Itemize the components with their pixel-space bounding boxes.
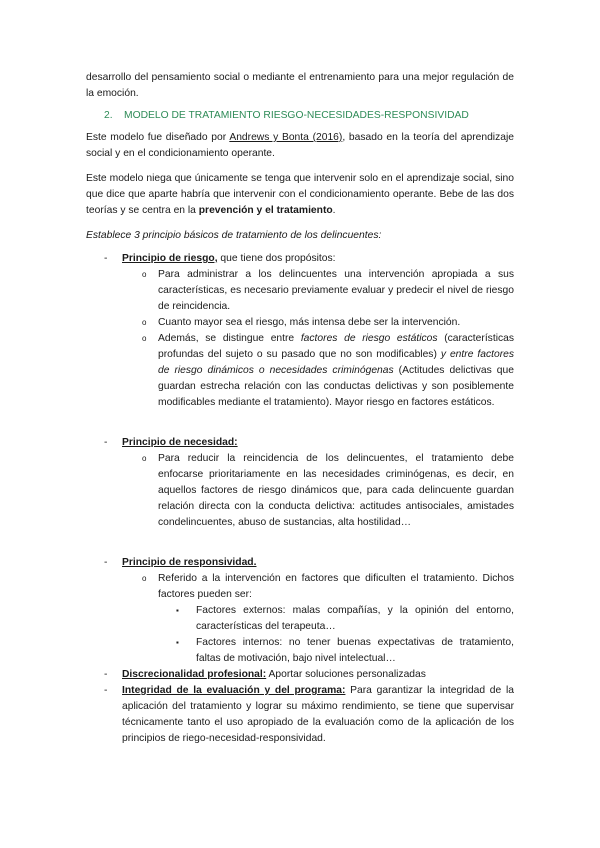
principle-discrecionalidad-title: Discrecionalidad profesional: [122, 669, 267, 680]
bullet-marker: o [142, 318, 147, 327]
list-item-text: Además, se distingue entre [158, 333, 301, 344]
square-marker: ▪ [176, 606, 179, 615]
list-item-italic: y entre factores de riesgo dinámicos o necesidades criminógenas [158, 349, 514, 376]
principle-integridad-after: Para garantizar la integridad de la aplicación del tratamiento y lograr su máximo rendimiento, se tiene que supervisar técnicamente tanto el uso apropiado de la evaluación como de la aplicación de los principios de riego-necesidad-responsividad. [122, 685, 514, 744]
principle-riesgo-title: Principio de riesgo, [122, 253, 218, 264]
list-item-text: (características profundas del sujeto o su pasado que no son modificables) [158, 333, 515, 360]
list-item [122, 315, 514, 331]
list-item-text: Referido a la intervención en factores que dificulten el tratamiento. Dichos factores pueden ser: [158, 573, 514, 600]
list-item [122, 267, 514, 315]
section-title: MODELO DE TRATAMIENTO RIESGO-NECESIDADES-RESPONSIVIDAD [124, 110, 469, 121]
section-number: 2. [104, 110, 113, 121]
paragraph-model-bold: prevención y el tratamiento [198, 205, 333, 216]
bullet-marker: o [142, 454, 147, 463]
paragraph-authors-after: , basado en la teoría del aprendizaje social y en el condicionamiento operante. [86, 132, 514, 159]
bullet-marker: o [142, 270, 147, 279]
list-item-text: Para reducir la reincidencia de los delincuentes, el tratamiento debe enfocarse prioritariamente en las necesidades criminógenas, es decir, en aquellos factores de riesgo dinámicos que, para cada delincuente guardan relación directa con la conducta delictiva: actitudes antisociales, amistades condelincuentes, abuso de sustancias, alta hostilidad… [158, 453, 514, 528]
intro-paragraph: desarrollo del pensamiento social o mediante el entrenamiento para una mejor regulación de la emoción. [86, 72, 514, 99]
principle-integridad [86, 683, 514, 747]
principle-responsividad-title: Principio de responsividad. [122, 557, 257, 568]
principle-riesgo-after: que tiene dos propósitos: [217, 253, 336, 264]
principles-list [86, 251, 514, 747]
list-item-italic: factores de riesgo estáticos [300, 333, 438, 344]
list-item [122, 331, 514, 411]
dash-marker: - [104, 669, 108, 680]
document-page [86, 70, 514, 747]
list-item [122, 571, 514, 667]
sub-list-item [158, 635, 514, 667]
principle-necesidad [86, 435, 514, 531]
dash-marker: - [104, 437, 108, 448]
principle-necesidad-title: Principio de necesidad: [122, 437, 238, 448]
principle-responsividad [86, 555, 514, 667]
principle-integridad-title: Integridad de la evaluación y del programa: [122, 685, 346, 696]
principle-discrecionalidad [86, 667, 514, 683]
paragraph-model-text: Este modelo niega que únicamente se tenga que intervenir solo en el aprendizaje social, sino que dice que aparte habría que intervenir con el condicionamiento operante. Bebe de las dos teorías y se centra en la [86, 173, 514, 216]
dash-marker: - [104, 253, 108, 264]
principle-discrecionalidad-after: Aportar soluciones personalizadas [266, 669, 426, 680]
sub-list-item-text: Factores internos: no tener buenas expectativas de tratamiento, faltas de motivación, bajo nivel intelectual… [196, 637, 514, 664]
square-marker: ▪ [176, 638, 179, 647]
list-item-text: Para administrar a los delincuentes una intervención apropiada a sus características, es necesario previamente evaluar y predecir el nivel de riesgo de reincidencia. [158, 269, 514, 312]
paragraph-authors-before: Este modelo fue diseñado por [86, 132, 230, 143]
paragraph-authors [86, 130, 514, 162]
sub-list-item-text: Factores externos: malas compañías, y la opinión del entorno, características del terapeuta… [196, 605, 514, 632]
paragraph-model-end: . [332, 205, 336, 216]
dash-marker: - [104, 557, 108, 568]
paragraph-principles-intro: Establece 3 principio básicos de tratamiento de los delincuentes: [86, 230, 382, 241]
list-item-text: Cuanto mayor sea el riesgo, más intensa debe ser la intervención. [158, 317, 461, 328]
paragraph-model [86, 171, 514, 219]
dash-marker: - [104, 685, 108, 696]
bullet-marker: o [142, 574, 147, 583]
list-item [122, 451, 514, 531]
principle-riesgo [86, 251, 514, 411]
citation-link[interactable]: Andrews y Bonta (2016) [229, 132, 343, 143]
sub-list-item [158, 603, 514, 635]
list-item-text: (Actitudes delictivas que guardan estrecha relación con las conductas delictivas y son posiblemente modificables mediante el tratamiento). Mayor riesgo en factores estáticos. [158, 365, 514, 408]
section-heading [104, 108, 514, 124]
bullet-marker: o [142, 334, 147, 343]
